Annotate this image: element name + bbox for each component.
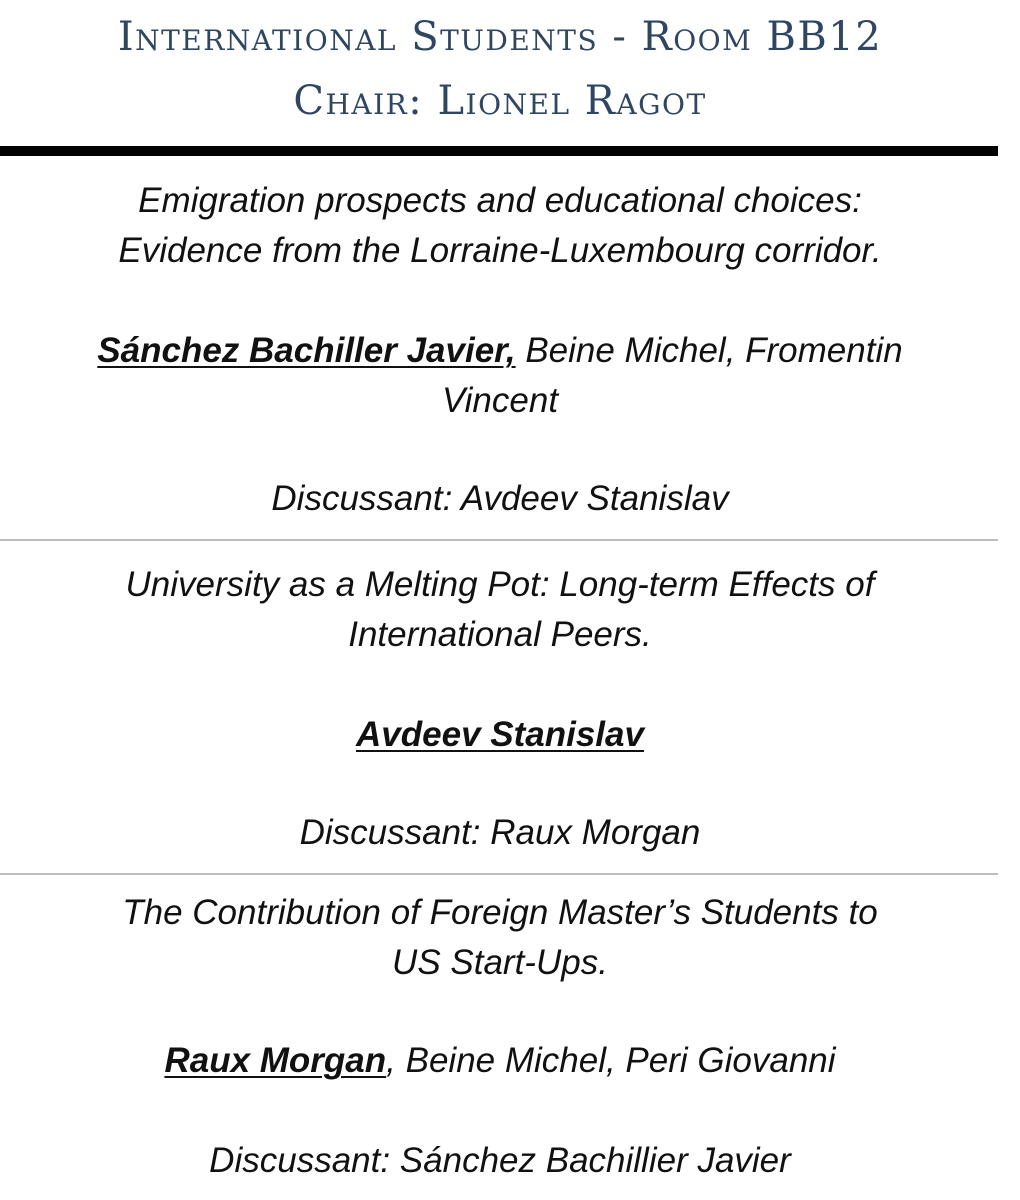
paper-divider bbox=[0, 539, 998, 541]
header-divider bbox=[0, 146, 998, 156]
paper-2-title bbox=[0, 560, 1000, 660]
paper-title-line: US Start-Ups. bbox=[392, 943, 608, 982]
author-line bbox=[0, 1036, 1000, 1086]
paper-title-line: University as a Melting Pot: Long-term Effects of bbox=[125, 565, 875, 604]
paper-2-authors bbox=[0, 710, 1000, 760]
paper-title-line: The Contribution of Foreign Master’s Students to bbox=[122, 893, 878, 932]
paper-3-discussant: Discussant: Sánchez Bachillier Javier bbox=[209, 1141, 791, 1180]
author-line bbox=[0, 710, 1000, 760]
paper-3-title bbox=[0, 888, 1000, 988]
paper-2-discussant: Discussant: Raux Morgan bbox=[299, 813, 701, 852]
paper-1-title bbox=[0, 176, 1000, 276]
author-line bbox=[0, 326, 1000, 376]
presenter-name: Raux Morgan bbox=[164, 1041, 387, 1080]
paper-1-authors bbox=[0, 326, 1000, 426]
paper-title-line: Evidence from the Lorraine-Luxembourg corridor. bbox=[118, 231, 882, 270]
presenter-name: Avdeev Stanislav bbox=[356, 715, 644, 754]
paper-divider bbox=[0, 873, 998, 875]
session-chair: Chair: Lionel Ragot bbox=[293, 78, 707, 124]
paper-title-line: International Peers. bbox=[348, 615, 652, 654]
session-title: International Students - Room BB12 bbox=[117, 14, 883, 60]
coauthors: Beine Michel, Fromentin bbox=[515, 331, 903, 370]
paper-title-line: Emigration prospects and educational choices: bbox=[138, 181, 862, 220]
presenter-name: Sánchez Bachiller Javier, bbox=[97, 331, 516, 370]
paper-1-discussant: Discussant: Avdeev Stanislav bbox=[271, 479, 729, 518]
coauthors: , Beine Michel, Peri Giovanni bbox=[386, 1041, 836, 1080]
author-line-continued: Vincent bbox=[441, 381, 559, 420]
paper-3-authors bbox=[0, 1036, 1000, 1086]
